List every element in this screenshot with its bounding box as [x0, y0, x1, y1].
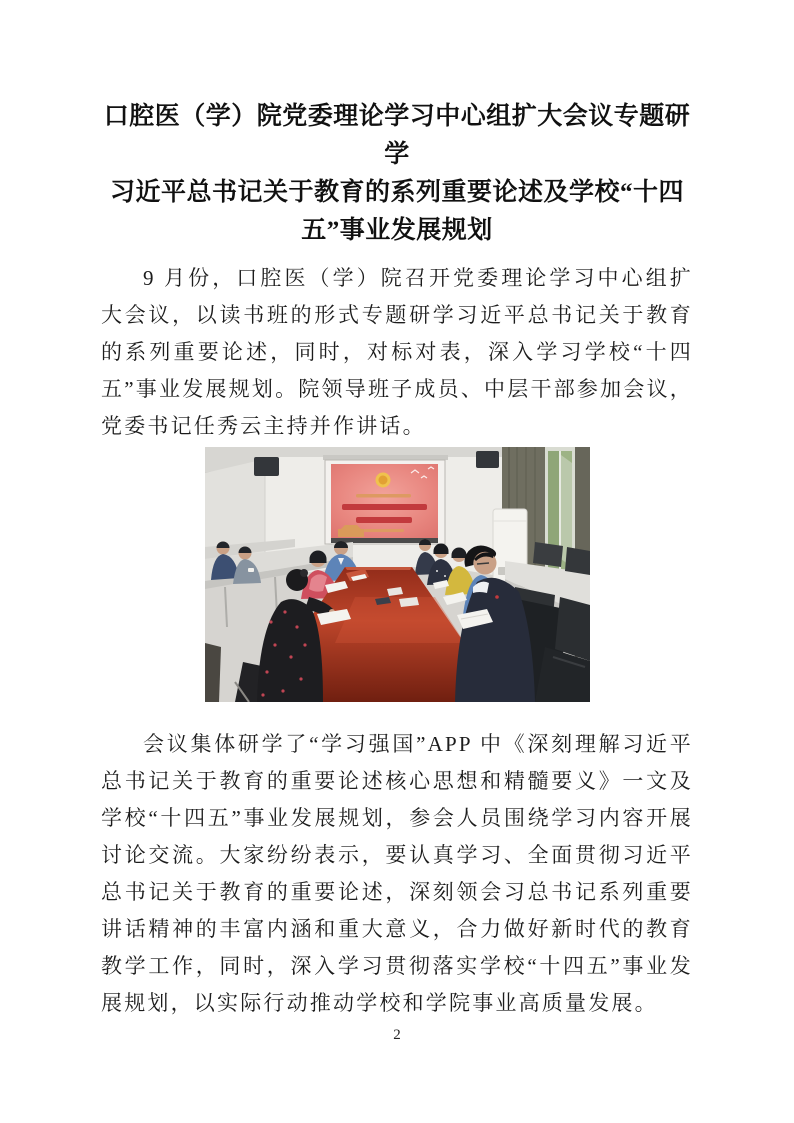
- wall-speaker-right: [476, 451, 499, 468]
- paragraph-2: 会议集体研学了“学习强国”APP 中《深刻理解习近平总书记关于教育的重要论述核心思想和精髓要义》一文及学校“十四五”事业发展规划，参会人员围绕学习内容开展讨论交流。大家纷纷表示，要认真学习、全面贯彻习近平总书记关于教育的重要论述，深刻领会习总书记系列重要讲话精神的丰富内涵和重大意义，合力做好新时代的教育教学工作，同时，深入学习贯彻落实学校“十四五”事业发展规划，以实际行动推动学校和学院事业高质量发展。: [101, 732, 693, 1015]
- title-line-2: 习近平总书记关于教育的系列重要论述及学校“十四: [109, 179, 684, 206]
- party-emblem-icon: [376, 473, 391, 488]
- meeting-photo: [205, 447, 590, 702]
- meeting-room-illustration: [205, 447, 590, 702]
- title-line-3: 五”事业发展规划: [301, 217, 493, 244]
- document-title: [100, 98, 694, 250]
- paragraph-1: 9 月份，口腔医（学）院召开党委理论学习中心组扩大会议，以读书班的形式专题研学习近平总书记关于教育的系列重要论述，同时，对标对表，深入学习学校“十四五”事业发展规划。院领导班子成员、中层干部参加会议，党委书记任秀云主持并作讲话。: [101, 266, 693, 438]
- wall-speaker-left: [254, 457, 279, 476]
- page-number: 2: [393, 1027, 401, 1043]
- title-line-1: 口腔医（学）院党委理论学习中心组扩大会议专题研学: [103, 103, 691, 168]
- projection-screen: [323, 455, 448, 544]
